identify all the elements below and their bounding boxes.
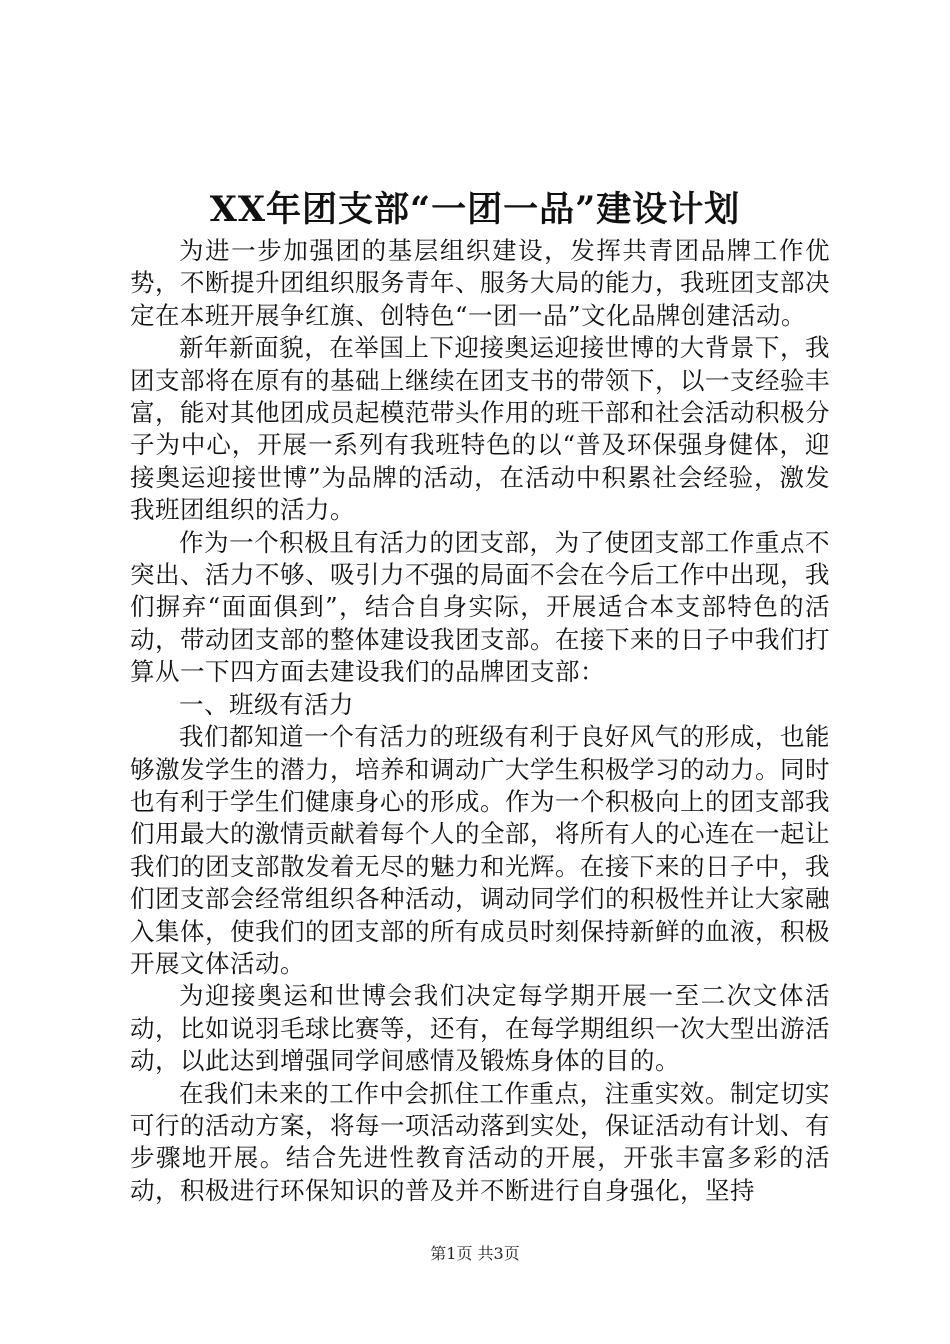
document-body bbox=[130, 235, 830, 1207]
document-title: XX年团支部“一团一品”建设计划 bbox=[209, 189, 741, 230]
paragraph-sports-activities: 为迎接奥运和世博会我们决定每学期开展一至二次文体活动，比如说羽毛球比赛等，还有，在每学期组织一次大型出游活动，以此达到增强同学间感情及锻炼身体的目的。 bbox=[130, 981, 830, 1076]
paragraph-vitality: 我们都知道一个有活力的班级有利于良好风气的形成，也能够激发学生的潜力，培养和调动广大学生积极学习的动力。同时也有利于学生们健康身心的形成。作为一个积极向上的团支部我们用最大的激情贡献着每个人的全部，将所有人的心连在一起让我们的团支部散发着无尽的魅力和光辉。在接下来的日子中，我们团支部会经常组织各种活动，调动同学们的积极性并让大家融入集体，使我们的团支部的所有成员时刻保持新鲜的血液，积极开展文体活动。 bbox=[130, 722, 830, 978]
section-heading-class-vitality: 一、班级有活力 bbox=[179, 689, 354, 719]
paragraph-new-year: 新年新面貌，在举国上下迎接奥运迎接世博的大背景下，我团支部将在原有的基础上继续在团支书的带领下，以一支经验丰富，能对其他团成员起模范带头作用的班干部和社会活动积极分子为中心，开展一系列有我班特色的以“普及环保强身健体，迎接奥运迎接世博”为品牌的活动，在活动中积累社会经验，激发我班团组织的活力。 bbox=[130, 333, 830, 525]
page-number-footer: 第1页 共3页 bbox=[430, 1244, 520, 1263]
paragraph-intro: 为进一步加强团的基层组织建设，发挥共青团品牌工作优势，不断提升团组织服务青年、服务大局的能力，我班团支部决定在本班开展争红旗、创特色“一团一品”文化品牌创建活动。 bbox=[130, 236, 830, 330]
paragraph-active-branch: 作为一个积极且有活力的团支部，为了使团支部工作重点不突出、活力不够、吸引力不强的局面不会在今后工作中出现，我们摒弃“面面俱到”，结合自身实际，开展适合本支部特色的活动，带动团支部的整体建设我团支部。在接下来的日子中我们打算从一下四方面去建设我们的品牌团支部： bbox=[130, 527, 830, 687]
paragraph-work-focus: 在我们未来的工作中会抓住工作重点，注重实效。制定切实可行的活动方案，将每一项活动落到实处，保证活动有计划、有步骤地开展。结合先进性教育活动的开展，开张丰富多彩的活动，积极进行环保知识的普及并不断进行自身强化，坚持 bbox=[130, 1078, 830, 1205]
